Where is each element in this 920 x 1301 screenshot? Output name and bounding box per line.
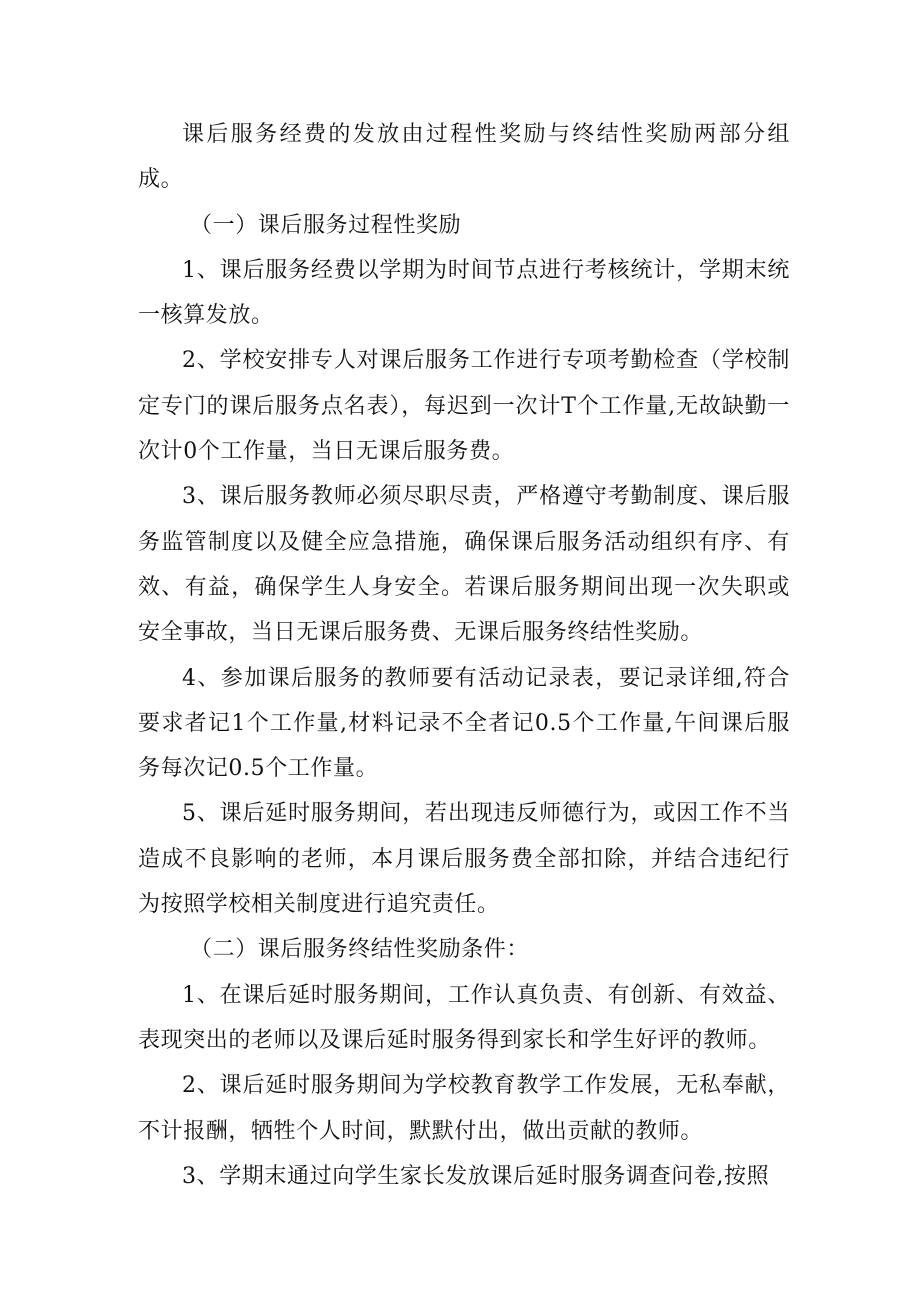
document-body [138, 112, 790, 1199]
section-heading-final-reward: （二）课后服务终结性奖励条件： [190, 937, 530, 963]
paragraph-condition-2: 2、课后延时服务期间为学校教育教学工作发展，无私奉献，不计报酬，牺牲个人时间，默默付出，做出贡献的教师。 [138, 1073, 790, 1144]
paragraph-intro: 课后服务经费的发放由过程性奖励与终结性奖励两部分组成。 [138, 122, 790, 193]
paragraph-item-3: 3、课后服务教师必须尽职尽责，严格遵守考勤制度、课后服务监管制度以及健全应急措施，确保课后服务活动组织有序、有效、有益，确保学生人身安全。若课后服务期间出现一次失职或安全事故，当日无课后服务费、无课后服务终结性奖励。 [138, 484, 790, 646]
paragraph-item-5: 5、课后延时服务期间，若出现违反师德行为，或因工作不当造成不良影响的老师，本月课后服务费全部扣除，并结合违纪行为按照学校相关制度进行追究责任。 [138, 801, 790, 918]
paragraph-condition-3: 3、学期末通过向学生家长发放课后延时服务调查问卷,按照 [182, 1163, 770, 1189]
section-heading-process-reward: （一）课后服务过程性奖励 [190, 212, 462, 238]
paragraph-item-2: 2、学校安排专人对课后服务工作进行专项考勤检查（学校制定专门的课后服务点名表），每迟到一次计T个工作量,无故缺勤一次计0个工作量，当日无课后服务费。 [138, 348, 790, 465]
paragraph-item-4: 4、参加课后服务的教师要有活动记录表，要记录详细,符合要求者记1个工作量,材料记录不全者记0.5个工作量,午间课后服务每次记0.5个工作量。 [138, 665, 790, 782]
paragraph-item-1: 1、课后服务经费以学期为时间节点进行考核统计，学期末统一核算发放。 [138, 257, 790, 329]
paragraph-condition-1: 1、在课后延时服务期间，工作认真负责、有创新、有效益、表现突出的老师以及课后延时服务得到家长和学生好评的教师。 [138, 982, 790, 1053]
